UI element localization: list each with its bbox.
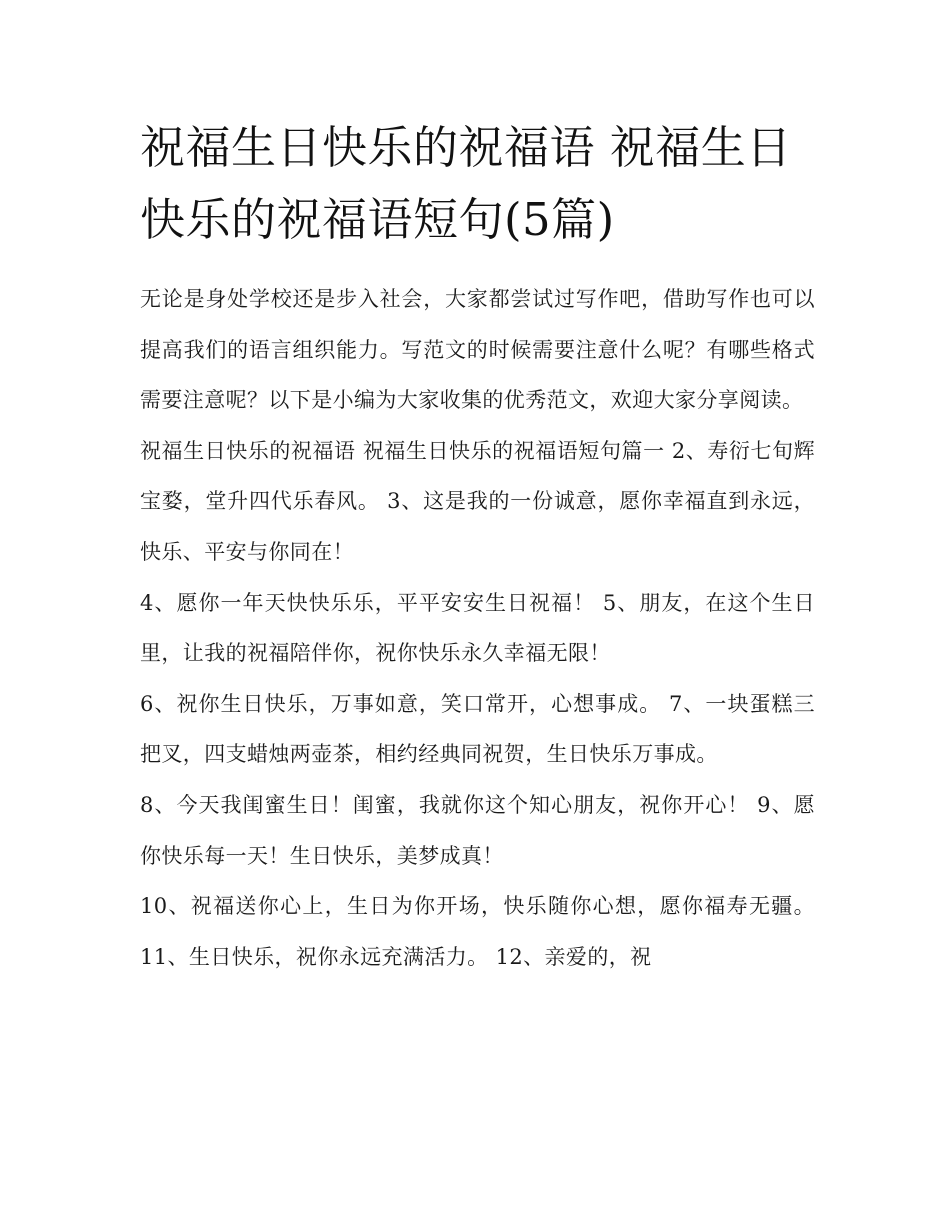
body-paragraph: 8、今天我闺蜜生日！闺蜜，我就你这个知心朋友，祝你开心！ 9、愿你快乐每一天！生日快乐，美梦成真！	[140, 792, 815, 868]
document-title: 祝福生日快乐的祝福语 祝福生日快乐的祝福语短句(5篇)	[140, 121, 792, 246]
body-paragraph: 4、愿你一年天快快乐乐，平平安安生日祝福！ 5、朋友，在这个生日里，让我的祝福陪伴你，祝你快乐永久幸福无限！	[140, 590, 815, 666]
body-paragraph: 6、祝你生日快乐，万事如意，笑口常开，心想事成。 7、一块蛋糕三把叉，四支蜡烛两壶茶，相约经典同祝贺，生日快乐万事成。	[140, 691, 815, 767]
body-paragraph: 祝福生日快乐的祝福语 祝福生日快乐的祝福语短句篇一 2、寿衍七旬辉宝婺，堂升四代乐春风。 3、这是我的一份诚意，愿你幸福直到永远，快乐、平安与你同在！	[140, 438, 815, 564]
intro-paragraph: 无论是身处学校还是步入社会，大家都尝试过写作吧，借助写作也可以提高我们的语言组织能力。写范文的时候需要注意什么呢？有哪些格式需要注意呢？以下是小编为大家收集的优秀范文，欢迎大家分享阅读。	[140, 287, 815, 413]
document-body	[140, 112, 815, 982]
body-paragraph: 10、祝福送你心上，生日为你开场，快乐随你心想，愿你福寿无疆。 11、生日快乐，祝你永远充满活力。 12、亲爱的，祝	[140, 894, 815, 969]
